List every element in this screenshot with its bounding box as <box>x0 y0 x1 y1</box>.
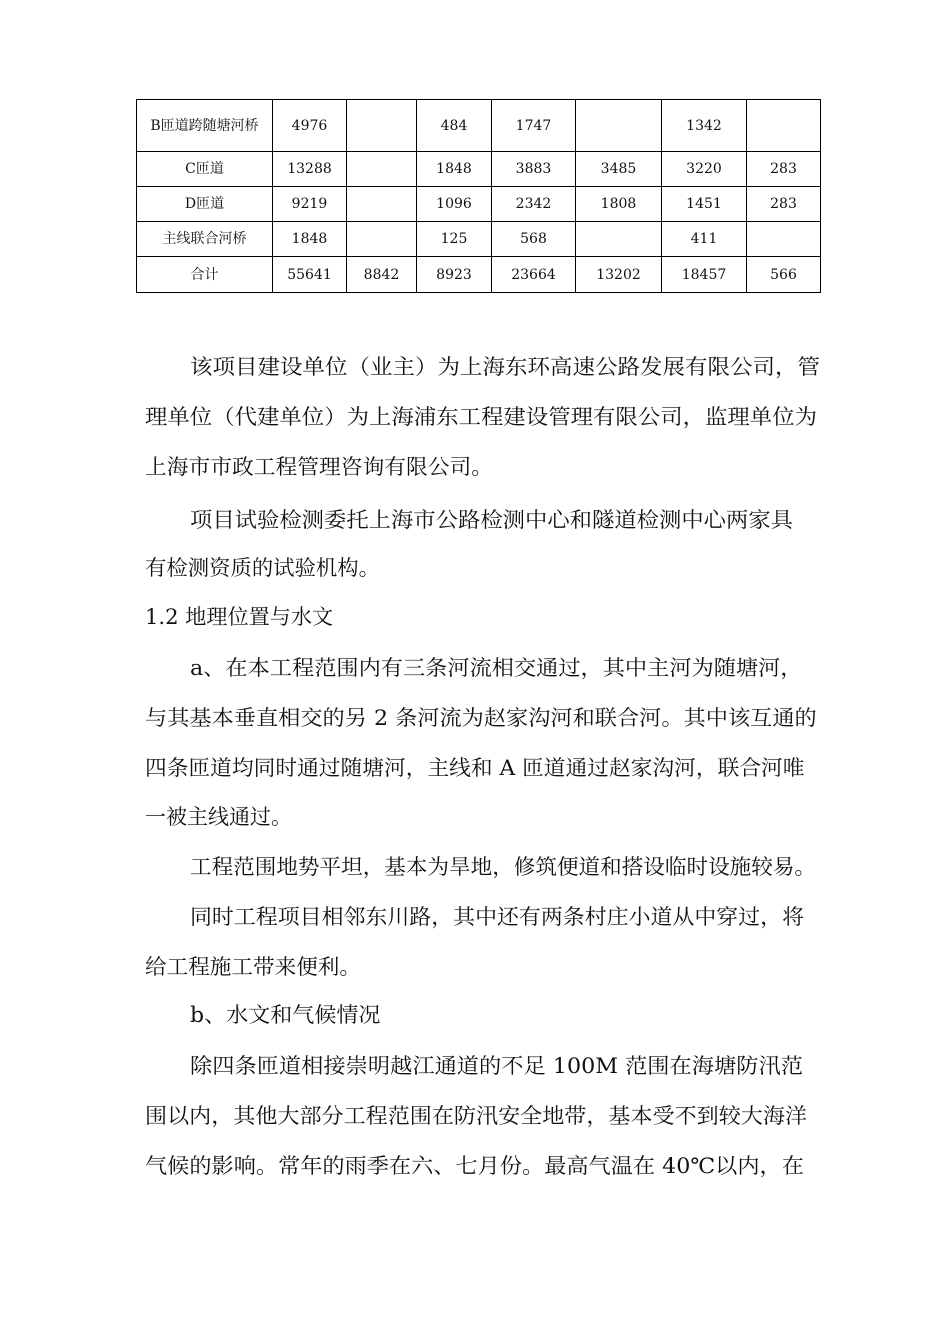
table-cell: 566 <box>747 257 821 293</box>
table-cell: 13202 <box>576 257 662 293</box>
table-row <box>137 222 821 257</box>
table-cell: 2342 <box>492 187 576 222</box>
table-cell: 18457 <box>662 257 747 293</box>
paragraph-line: 除四条匝道相接崇明越江通道的不足 100M 范围在海塘防汛范 <box>190 1054 803 1078</box>
table-cell <box>576 100 662 152</box>
table-cell: 9219 <box>273 187 347 222</box>
row-label-cell: D匝道 <box>137 187 273 222</box>
table-cell: 3485 <box>576 152 662 187</box>
paragraph-line: 一被主线通过。 <box>145 805 292 829</box>
table-row <box>137 100 821 152</box>
table-cell: 8842 <box>347 257 417 293</box>
table-cell <box>347 187 417 222</box>
paragraph-line: 气候的影响。常年的雨季在六、七月份。最高气温在 40℃以内，在 <box>145 1154 804 1178</box>
paragraph-line: 给工程施工带来便利。 <box>145 955 361 979</box>
table-cell: 1096 <box>417 187 492 222</box>
row-label-cell: 主线联合河桥 <box>137 222 273 257</box>
paragraph-line: 理单位（代建单位）为上海浦东工程建设管理有限公司，监理单位为 <box>145 405 818 429</box>
paragraph-line: a、在本工程范围内有三条河流相交通过，其中主河为随塘河， <box>190 656 803 680</box>
table-cell <box>347 222 417 257</box>
paragraph-line: 上海市市政工程管理咨询有限公司。 <box>145 455 493 479</box>
table-cell <box>747 100 821 152</box>
paragraph-line: 工程范围地势平坦，基本为旱地，修筑便道和搭设临时设施较易。 <box>190 855 816 879</box>
table-cell: 125 <box>417 222 492 257</box>
table-row <box>137 187 821 222</box>
paragraph-line: 项目试验检测委托上海市公路检测中心和隧道检测中心两家具 <box>190 508 793 532</box>
table-cell: 13288 <box>273 152 347 187</box>
paragraph-line: 围以内，其他大部分工程范围在防汛安全地带，基本受不到较大海洋 <box>145 1104 807 1128</box>
table-cell <box>347 100 417 152</box>
table-cell: 3883 <box>492 152 576 187</box>
quantity-table <box>136 99 821 293</box>
row-label-cell: C匝道 <box>137 152 273 187</box>
table-cell: 3220 <box>662 152 747 187</box>
table-row <box>137 152 821 187</box>
row-label-cell: B匝道跨随塘河桥 <box>137 100 273 152</box>
paragraph-line: 有检测资质的试验机构。 <box>145 556 380 580</box>
row-label-cell: 合计 <box>137 257 273 293</box>
paragraph-line: b、水文和气候情况 <box>190 1003 381 1027</box>
table-cell: 1747 <box>492 100 576 152</box>
table-cell <box>747 222 821 257</box>
paragraph-line: 四条匝道均同时通过随塘河，主线和 A 匝道通过赵家沟河，联合河唯 <box>145 756 805 780</box>
section-heading: 1.2 地理位置与水文 <box>145 605 334 629</box>
paragraph-line: 与其基本垂直相交的另 2 条河流为赵家沟河和联合河。其中该互通的 <box>145 706 817 730</box>
table-cell: 8923 <box>417 257 492 293</box>
table-cell: 484 <box>417 100 492 152</box>
paragraph-line: 同时工程项目相邻东川路，其中还有两条村庄小道从中穿过，将 <box>190 905 804 929</box>
table-cell: 568 <box>492 222 576 257</box>
table-row <box>137 257 821 293</box>
table-cell: 1848 <box>273 222 347 257</box>
table-cell: 1342 <box>662 100 747 152</box>
table-cell <box>576 222 662 257</box>
table-cell: 283 <box>747 152 821 187</box>
table-cell: 55641 <box>273 257 347 293</box>
table-cell: 4976 <box>273 100 347 152</box>
table-cell: 283 <box>747 187 821 222</box>
table-cell: 23664 <box>492 257 576 293</box>
table-cell: 1808 <box>576 187 662 222</box>
paragraph-line: 该项目建设单位（业主）为上海东环高速公路发展有限公司，管 <box>190 355 820 379</box>
table-cell: 1848 <box>417 152 492 187</box>
table-cell <box>347 152 417 187</box>
table-cell: 1451 <box>662 187 747 222</box>
table-cell: 411 <box>662 222 747 257</box>
